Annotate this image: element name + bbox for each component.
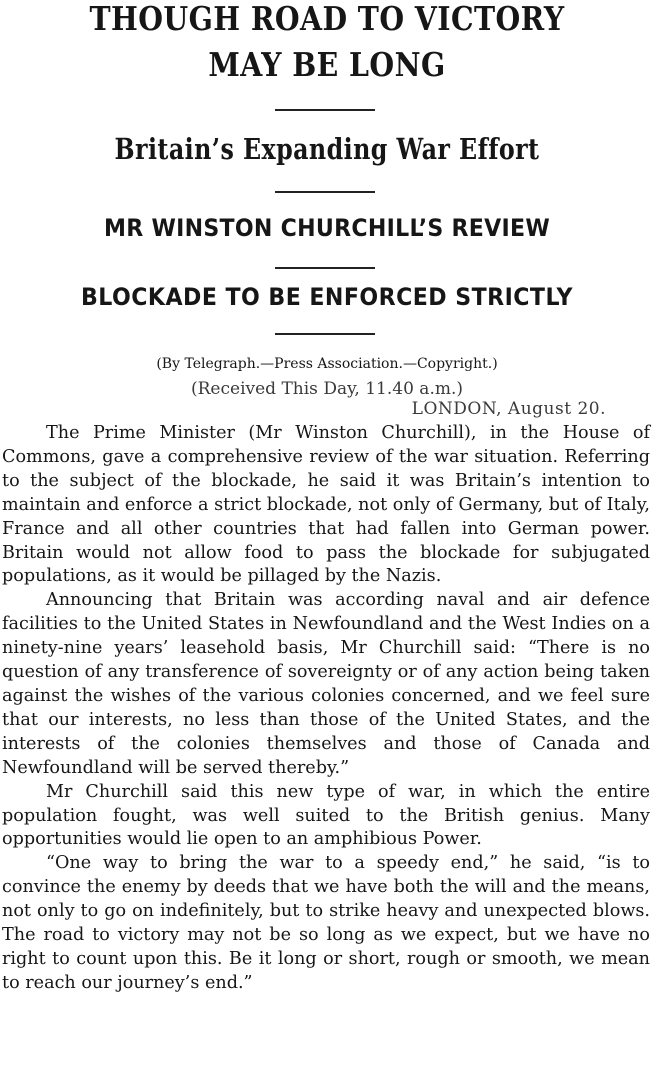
headline-line-2: MAY BE LONG: [208, 45, 446, 84]
received-time: (Received This Day, 11.40 a.m.): [191, 379, 463, 399]
subheading-churchill-review: MR WINSTON CHURCHILL’S REVIEW: [104, 214, 550, 242]
divider-rule: [275, 267, 375, 269]
subheading-blockade: BLOCKADE TO BE ENFORCED STRICTLY: [80, 283, 573, 311]
subheading-war-effort: Britain’s Expanding War Effort: [114, 132, 540, 166]
dateline: LONDON, August 20.: [411, 399, 606, 419]
article-body: [2, 422, 650, 996]
article-paragraph: Announcing that Britain was according naval and air defence facilities to the United States in Newfoundland and the West Indies on a ninety-nine years’ leasehold basis, Mr Churchill said: “There is no question of any transference of sovereignty or of any action being taken against the wishes of the various colonies concerned, and we feel sure that our interests, no less than those of the United States, and the interests of the colonies themselves and those of Canada and Newfoundland will be served thereby.”: [2, 590, 650, 778]
article-paragraph: The Prime Minister (Mr Winston Churchill), in the House of Commons, gave a comprehensive review of the war situation. Referring to the subject of the blockade, he said it was Britain’s intention to maintain and enforce a strict blockade, not only of Germany, but of Italy, France and all other countries that had fallen into German power. Britain would not allow food to pass the blockade for subjugated populations, as it would be pillaged by the Nazis.: [2, 423, 650, 587]
wire-credit: (By Telegraph.—Press Association.—Copyright.): [156, 356, 498, 372]
divider-rule: [275, 191, 375, 193]
article-paragraph: Mr Churchill said this new type of war, in which the entire population fought, was well suited to the British genius. Many opportunities would lie open to an amphibious Power.: [2, 781, 650, 850]
divider-rule: [275, 333, 375, 335]
divider-rule: [275, 109, 375, 111]
article-paragraph: “One way to bring the war to a speedy end,” he said, “is to convince the enemy by deeds that we have both the will and the means, not only to go on indefinitely, but to strike heavy and unexpected blows. The road to victory may not be so long as we expect, but we have no right to count upon this. Be it long or short, rough or smooth, we mean to reach our journey’s end.”: [2, 853, 650, 993]
headline-line-1: THOUGH ROAD TO VICTORY: [89, 0, 565, 38]
